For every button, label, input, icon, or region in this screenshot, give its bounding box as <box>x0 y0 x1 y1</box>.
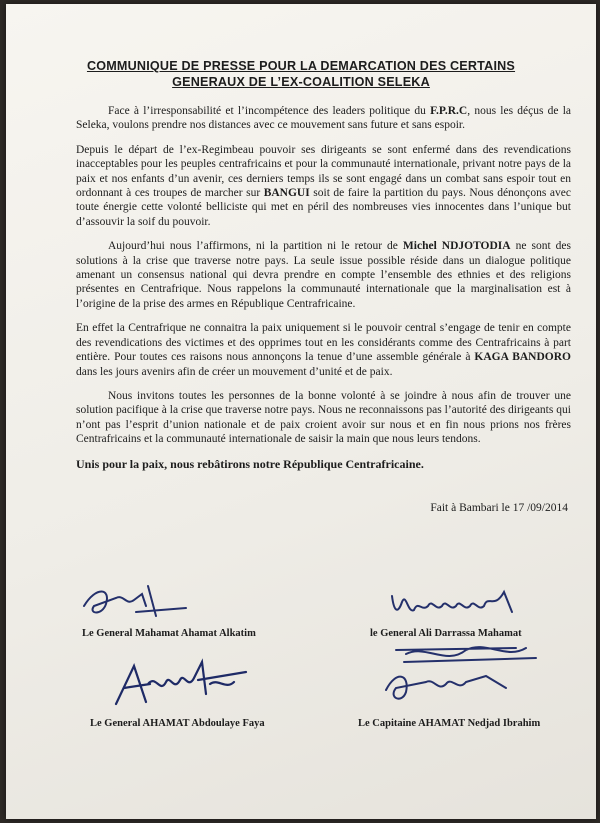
p2-text-a: Depuis le départ de l’ex-Regimbeau pouvoir ses dirigeants se sont enfermé dans des revendications inacceptables pour les peuples centrafricains et pour la communauté internationale, privant notre pays de la paix et nos enfants d’un avenir, ces derniers temps ils se sont engagé dans un combat sans espoir tout en ordonnant à ces troupes de marcher sur <box>76 143 571 200</box>
p1-bold: F.P.R.C <box>430 105 468 117</box>
paragraph-4 <box>76 321 571 379</box>
p3-bold: Michel NDJOTODIA <box>402 240 511 253</box>
p2-bold: BANGUI <box>263 187 310 200</box>
p3-text-a: Aujourd’hui nous l’affirmons, ni la partition ni le retour de <box>108 240 403 253</box>
p1-text-c: , nous les déçus de la Seleka, voulons prendre nos distances avec ce mouvement sans future et sans espoir. <box>76 105 571 132</box>
signatory-3-name: Le General AHAMAT Abdoulaye Faya <box>90 718 265 729</box>
p4-text-c: dans les jours avenirs afin de créer un mouvement d’unité et de paix. <box>76 365 393 378</box>
title-line-2: GENERAUX DE L’EX-COALITION SELEKA <box>172 75 430 89</box>
signatory-4-name: Le Capitaine AHAMAT Nedjad Ibrahim <box>358 718 541 729</box>
p4-bold: KAGA BANDORO <box>474 351 571 364</box>
paragraph-3 <box>76 239 571 311</box>
signature-1 <box>76 576 196 626</box>
signature-4 <box>366 640 546 710</box>
paragraph-2 <box>76 143 571 229</box>
document-body <box>76 104 571 481</box>
signature-3 <box>106 654 256 714</box>
p2-text-c: soit de faire la partition du pays. Nous dénonçons avec toute énergie cette volonté belliciste qui met en péril des nombreuses vies innocentes dans l’unique but d’assouvir la soif du pouvoir. <box>76 187 571 228</box>
p1-text-a: Face à l’irresponsabilité et l’incompétence des leaders politique du <box>108 105 431 117</box>
closing-statement: Unis pour la paix, nous rebâtirons notre République Centrafricaine. <box>76 456 424 471</box>
paragraph-1 <box>76 104 571 133</box>
signatory-1-name: Le General Mahamat Ahamat Alkatim <box>82 628 256 639</box>
document-page <box>6 4 596 819</box>
paragraph-5: Nous invitons toutes les personnes de la bonne volonté à se joindre à nous afin de trouver une solution pacifique à la crise que traverse notre pays. Nous ne reconnaissons pas l’autorité des dirigeants qui n’ont pas l’esprit d’union nationale et de paix croient avoir sur nous et en fin nous prions nos frères Centrafricains et la communauté internationale de saisir la main que nous leurs tendons. <box>76 389 571 446</box>
document-title <box>66 58 536 90</box>
signatory-2-name: le General Ali Darrassa Mahamat <box>370 628 522 639</box>
p4-text-a: En effet la Centrafrique ne connaitra la paix uniquement si le pouvoir central s’engage de tenir en compte des revendications des victimes et des opprimes tout en les considérants comme des Centrafricains à part entière. Pour toutes ces raisons nous annonçons la tenue d’une assemble générale à <box>76 322 571 364</box>
signature-2 <box>386 584 526 624</box>
p3-text-c: ne sont des solutions à la crise que traverse notre pays. La seule issue possible réside dans un dialogue politique amenant un consensus national qui devra prendre en compte l’ensemble des ethnies et des religions présentes en Centrafrique. Nous rappelons la communauté internationale que la marginalisation est à l’origine de la prise des armes en République Centrafricaine. <box>76 240 571 310</box>
place-date: Fait à Bambari le 17 /09/2014 <box>430 502 568 514</box>
title-line-1: COMMUNIQUE DE PRESSE POUR LA DEMARCATION DES CERTAINS <box>86 59 516 73</box>
